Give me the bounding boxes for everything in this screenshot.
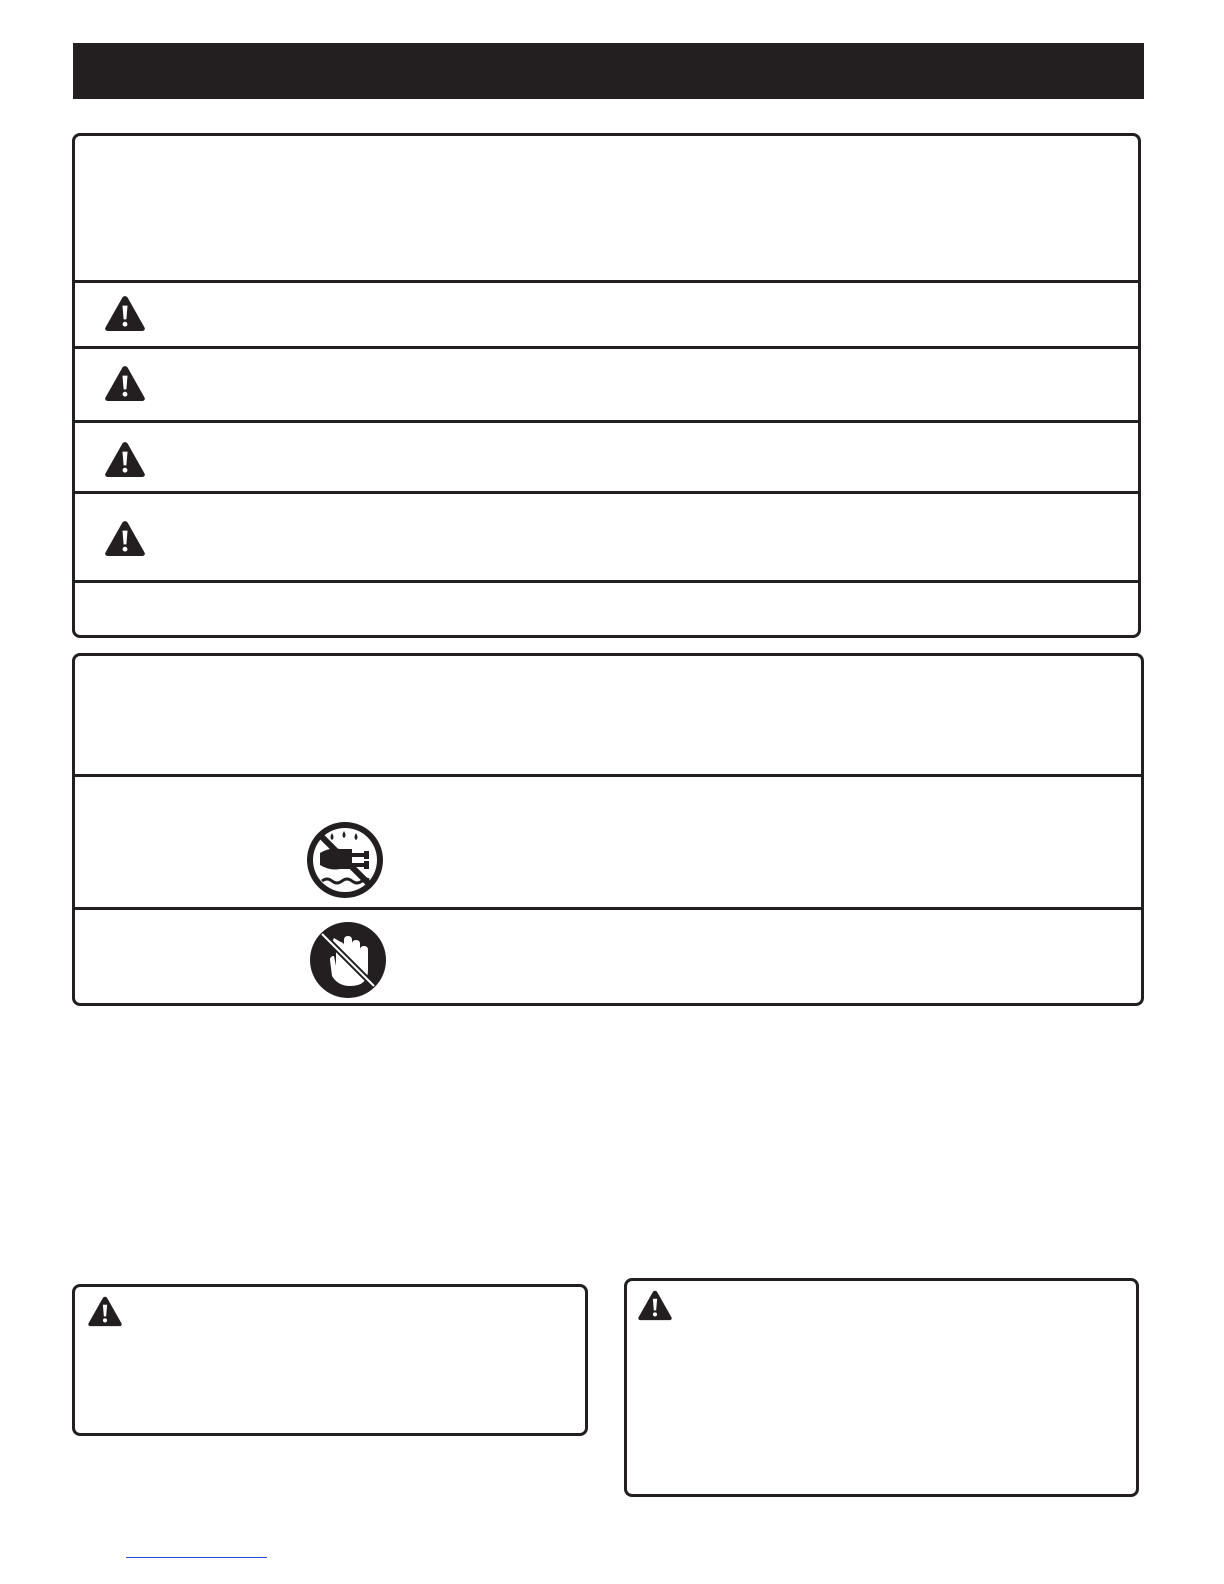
divider (75, 346, 1138, 349)
footer-link-underline[interactable] (126, 1557, 267, 1558)
pictogram-table (72, 653, 1144, 1006)
safety-alert-triangle-icon (103, 440, 147, 478)
warning-box-right (624, 1278, 1139, 1497)
safety-symbols-table (72, 133, 1141, 638)
safety-alert-triangle-icon (637, 1289, 673, 1321)
divider (75, 420, 1138, 423)
no-hand-contact-icon (308, 920, 388, 1000)
safety-alert-triangle-icon (103, 294, 147, 332)
divider (75, 491, 1138, 494)
divider (75, 774, 1141, 777)
divider (75, 280, 1138, 283)
divider (75, 580, 1138, 583)
no-wet-conditions-plug-icon (304, 819, 386, 901)
divider (75, 907, 1141, 910)
safety-alert-triangle-icon (87, 1295, 123, 1327)
safety-alert-triangle-icon (103, 519, 147, 557)
section-header-bar (73, 43, 1144, 99)
warning-box-left (72, 1284, 588, 1436)
safety-alert-triangle-icon (103, 364, 147, 402)
